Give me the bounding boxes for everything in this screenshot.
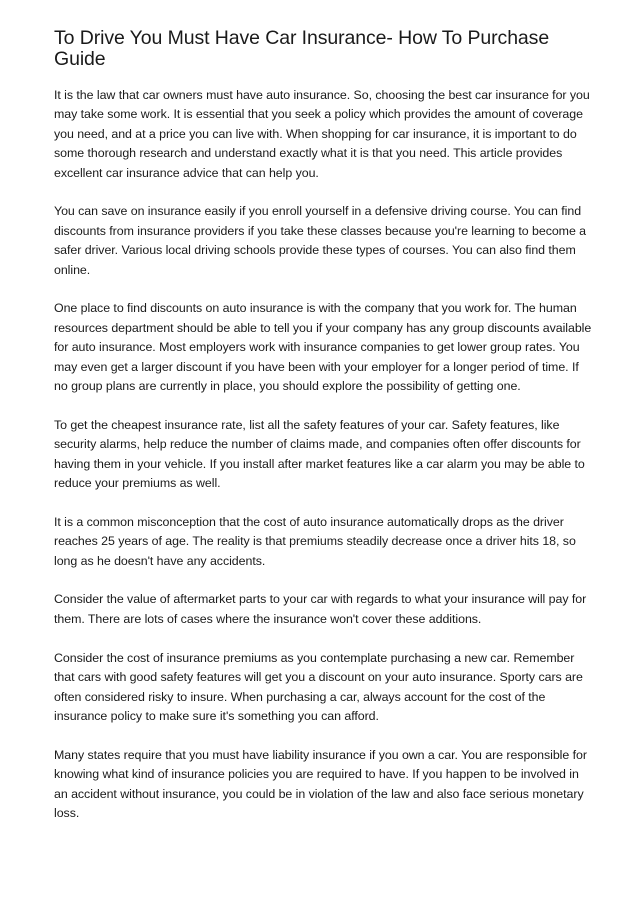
paragraph-1: It is the law that car owners must have auto insurance. So, choosing the best car insurance for you may take some work. It is essential that you seek a policy which provides the amount of coverage you need, and at a price you can live with. When shopping for car insurance, it is important to do some thorough research and understand exactly what it is that you need. This article provides excellent car insurance advice that can help you. [54, 88, 590, 180]
paragraph-4: To get the cheapest insurance rate, list all the safety features of your car. Safety features, like security alarms, help reduce the number of claims made, and companies often offer discounts for having them in your vehicle. If you install after market features like a car alarm you may be able to reduce your premiums as well. [54, 417, 585, 491]
document-title: To Drive You Must Have Car Insurance- How To Purchase Guide [54, 27, 550, 70]
paragraph-2: You can save on insurance easily if you enroll yourself in a defensive driving course. You can find discounts from insurance providers if you take these classes because you're learning to become a safer driver. Various local driving schools provide these types of courses. You can also find them online. [54, 204, 587, 277]
paragraph-8: Many states require that you must have liability insurance if you own a car. You are responsible for knowing what kind of insurance policies you are required to have. If you happen to be involved in an accident without insurance, you could be in violation of the law and also face serious monetary loss. [54, 747, 587, 820]
paragraph-3: One place to find discounts on auto insurance is with the company that you work for. The human resources department should be able to tell you if your company has any group discounts available for auto insurance. Most employers work with insurance companies to get lower group rates. You may even get a larger discount if you have been with your employer for a longer period of time. If no group plans are currently in place, you should explore the possibility of getting one. [54, 301, 592, 394]
document-page [54, 28, 594, 843]
paragraph-6: Consider the value of aftermarket parts to your car with regards to what your insurance will pay for them. There are lots of cases where the insurance won't cover these additions. [54, 592, 587, 626]
paragraph-7: Consider the cost of insurance premiums as you contemplate purchasing a new car. Remember that cars with good safety features will get you a discount on your auto insurance. Sporty cars are often considered risky to insure. When purchasing a car, always account for the cost of the insurance policy to make sure it's something you can afford. [54, 650, 583, 723]
paragraph-5: It is a common misconception that the cost of auto insurance automatically drops as the driver reaches 25 years of age. The reality is that premiums steadily decrease once a driver hits 18, so long as he doesn't have any accidents. [54, 514, 576, 568]
